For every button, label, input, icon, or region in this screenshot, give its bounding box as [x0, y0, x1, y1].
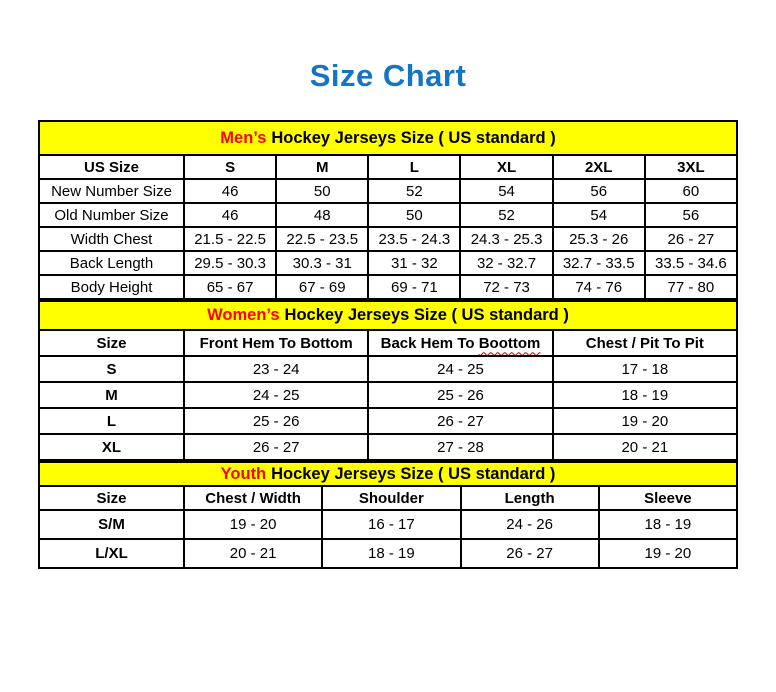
cell: 24 - 25	[368, 356, 552, 382]
cell: 46	[184, 203, 276, 227]
row-label: Body Height	[39, 275, 184, 299]
column-header: Front Hem To Bottom	[184, 330, 368, 356]
column-header: Back Hem To Boottom	[368, 330, 552, 356]
cell: 25.3 - 26	[553, 227, 645, 251]
table-row	[39, 251, 737, 275]
womens-section-title	[39, 301, 737, 330]
table-row	[39, 382, 737, 408]
mens-header-row	[39, 155, 737, 179]
row-label: Back Length	[39, 251, 184, 275]
row-label: L	[39, 408, 184, 434]
cell: 21.5 - 22.5	[184, 227, 276, 251]
youth-header-row	[39, 486, 737, 510]
row-label: XL	[39, 434, 184, 460]
cell: 69 - 71	[368, 275, 460, 299]
cell: 52	[368, 179, 460, 203]
column-header: Shoulder	[322, 486, 460, 510]
misspelled-word: Boottom	[478, 334, 541, 352]
mens-section-title	[39, 121, 737, 155]
youth-size-table	[38, 461, 738, 569]
cell: 20 - 21	[553, 434, 737, 460]
cell: 46	[184, 179, 276, 203]
tables-container	[38, 120, 738, 569]
cell: 32.7 - 33.5	[553, 251, 645, 275]
mens-size-table	[38, 120, 738, 300]
womens-header-row	[39, 330, 737, 356]
womens-section-band	[39, 301, 737, 330]
youth-section-title	[39, 462, 737, 486]
cell: 29.5 - 30.3	[184, 251, 276, 275]
column-header: 3XL	[645, 155, 737, 179]
column-header: Size	[39, 486, 184, 510]
cell: 54	[460, 179, 552, 203]
womens-section-title-rest: Hockey Jerseys Size ( US standard )	[284, 306, 569, 324]
cell: 72 - 73	[460, 275, 552, 299]
youth-section-band	[39, 462, 737, 486]
column-header: S	[184, 155, 276, 179]
page-title: Size Chart	[309, 58, 467, 93]
cell: 50	[368, 203, 460, 227]
cell: 77 - 80	[645, 275, 737, 299]
cell: 23.5 - 24.3	[368, 227, 460, 251]
row-label: S	[39, 356, 184, 382]
youth-section-title-prefix: Youth	[220, 464, 267, 483]
cell: 60	[645, 179, 737, 203]
cell: 18 - 19	[553, 382, 737, 408]
cell: 26 - 27	[368, 408, 552, 434]
column-header: Length	[461, 486, 599, 510]
cell: 52	[460, 203, 552, 227]
column-header: US Size	[39, 155, 184, 179]
table-row	[39, 179, 737, 203]
mens-section-band	[39, 121, 737, 155]
cell: 23 - 24	[184, 356, 368, 382]
womens-section-title-prefix: Women’s	[207, 306, 280, 324]
cell: 24.3 - 25.3	[460, 227, 552, 251]
column-header: XL	[460, 155, 552, 179]
size-chart-document	[38, 0, 738, 569]
cell: 56	[553, 179, 645, 203]
column-header: Chest / Width	[184, 486, 322, 510]
table-row	[39, 356, 737, 382]
row-label: Width Chest	[39, 227, 184, 251]
column-header: Sleeve	[599, 486, 737, 510]
cell: 65 - 67	[184, 275, 276, 299]
column-header: Chest / Pit To Pit	[553, 330, 737, 356]
row-label: M	[39, 382, 184, 408]
column-header: L	[368, 155, 460, 179]
row-label: L/XL	[39, 539, 184, 568]
column-header: 2XL	[553, 155, 645, 179]
cell: 18 - 19	[322, 539, 460, 568]
table-row	[39, 275, 737, 299]
cell: 54	[553, 203, 645, 227]
row-label: S/M	[39, 510, 184, 539]
cell: 27 - 28	[368, 434, 552, 460]
cell: 19 - 20	[599, 539, 737, 568]
row-label: New Number Size	[39, 179, 184, 203]
cell: 25 - 26	[184, 408, 368, 434]
table-row	[39, 539, 737, 568]
cell: 26 - 27	[461, 539, 599, 568]
cell: 30.3 - 31	[276, 251, 368, 275]
womens-size-table	[38, 300, 738, 461]
mens-section-title-prefix: Men’s	[220, 128, 267, 147]
cell: 20 - 21	[184, 539, 322, 568]
cell: 22.5 - 23.5	[276, 227, 368, 251]
cell: 56	[645, 203, 737, 227]
column-header: Size	[39, 330, 184, 356]
row-label: Old Number Size	[39, 203, 184, 227]
table-row	[39, 408, 737, 434]
cell: 25 - 26	[368, 382, 552, 408]
cell: 48	[276, 203, 368, 227]
cell: 16 - 17	[322, 510, 460, 539]
mens-section-title-rest: Hockey Jerseys Size ( US standard )	[271, 128, 556, 147]
cell: 33.5 - 34.6	[645, 251, 737, 275]
cell: 26 - 27	[184, 434, 368, 460]
cell: 26 - 27	[645, 227, 737, 251]
column-header: M	[276, 155, 368, 179]
table-row	[39, 203, 737, 227]
youth-section-title-rest: Hockey Jerseys Size ( US standard )	[271, 464, 556, 483]
cell: 74 - 76	[553, 275, 645, 299]
cell: 24 - 25	[184, 382, 368, 408]
table-row	[39, 227, 737, 251]
table-row	[39, 510, 737, 539]
cell: 19 - 20	[553, 408, 737, 434]
cell: 19 - 20	[184, 510, 322, 539]
cell: 18 - 19	[599, 510, 737, 539]
cell: 17 - 18	[553, 356, 737, 382]
cell: 32 - 32.7	[460, 251, 552, 275]
cell: 67 - 69	[276, 275, 368, 299]
cell: 50	[276, 179, 368, 203]
cell: 24 - 26	[461, 510, 599, 539]
cell: 31 - 32	[368, 251, 460, 275]
table-row	[39, 434, 737, 460]
